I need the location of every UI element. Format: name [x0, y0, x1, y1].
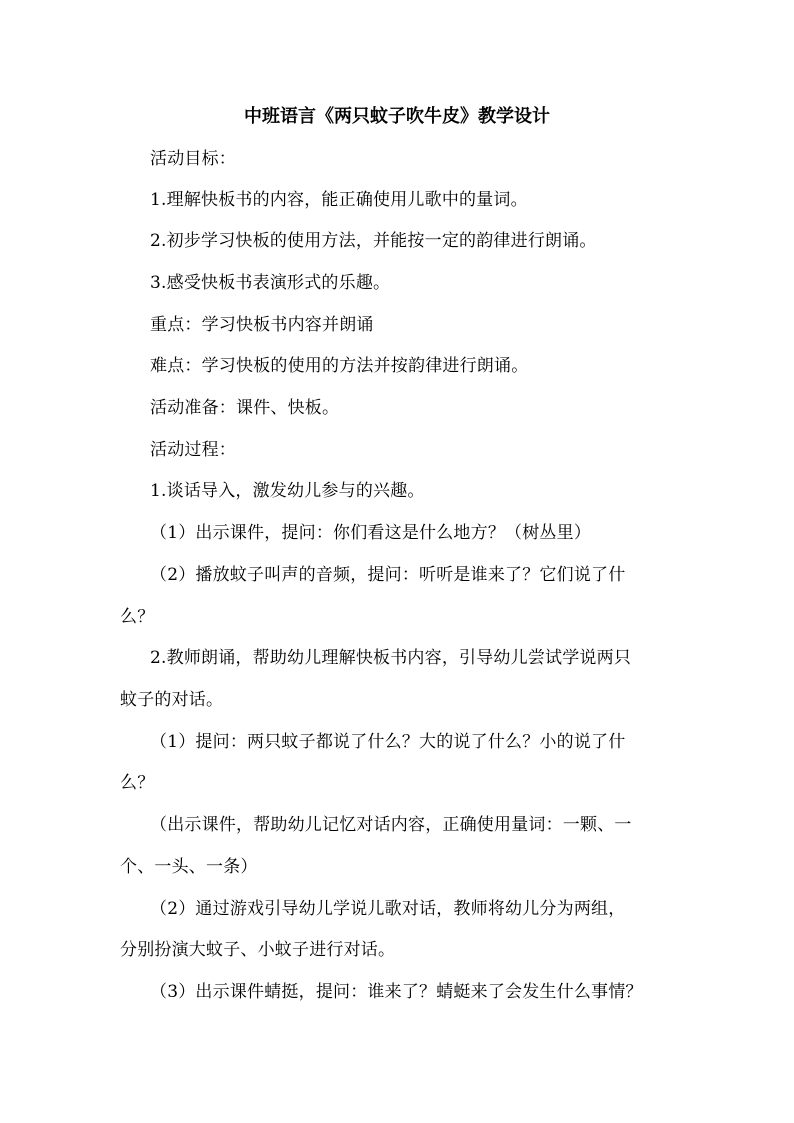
text-line: 1.理解快板书的内容，能正确使用儿歌中的量词。: [150, 190, 528, 210]
text-line: （出示课件，帮助幼儿记忆对话内容，正确使用量词：一颗、一: [150, 815, 632, 835]
text-line: 蚊子的对话。: [120, 690, 224, 710]
text-line: 3.感受快板书表演形式的乐趣。: [150, 273, 391, 293]
text-line: 2.教师朗诵，帮助幼儿理解快板书内容，引导幼儿尝试学说两只: [150, 648, 632, 668]
text-line: 1.谈话导入，激发幼儿参与的兴趣。: [150, 481, 425, 501]
text-line: （3）出示课件蜻挺，提问：谁来了？蜻蜓来了会发生什么事情？: [150, 982, 643, 1002]
document-title: 中班语言《两只蚊子吹牛皮》教学设计: [244, 106, 550, 127]
text-line: （1）出示课件，提问：你们看这是什么地方？（树丛里）: [150, 523, 592, 543]
text-line: 分别扮演大蚊子、小蚊子进行对话。: [120, 940, 396, 960]
text-line: 活动过程：: [150, 440, 236, 460]
text-line: 难点：学习快板的使用的方法并按韵律进行朗诵。: [150, 356, 529, 376]
text-line: 么？: [120, 607, 155, 627]
text-line: 么？: [120, 773, 155, 793]
text-line: 重点：学习快板书内容并朗诵: [150, 315, 374, 335]
text-line: （1）提问：两只蚊子都说了什么？大的说了什么？小的说了什: [150, 732, 626, 752]
text-line: 活动准备：课件、快板。: [150, 398, 340, 418]
text-line: 活动目标：: [150, 149, 236, 169]
text-line: 2.初步学习快板的使用方法，并能按一定的韵律进行朗诵。: [150, 231, 597, 251]
text-line: 个、一头、一条）: [120, 857, 258, 877]
text-line: （2）通过游戏引导幼儿学说儿歌对话，教师将幼儿分为两组，: [150, 899, 626, 919]
text-line: （2）播放蚊子叫声的音频，提问：听听是谁来了？它们说了什: [150, 565, 626, 585]
